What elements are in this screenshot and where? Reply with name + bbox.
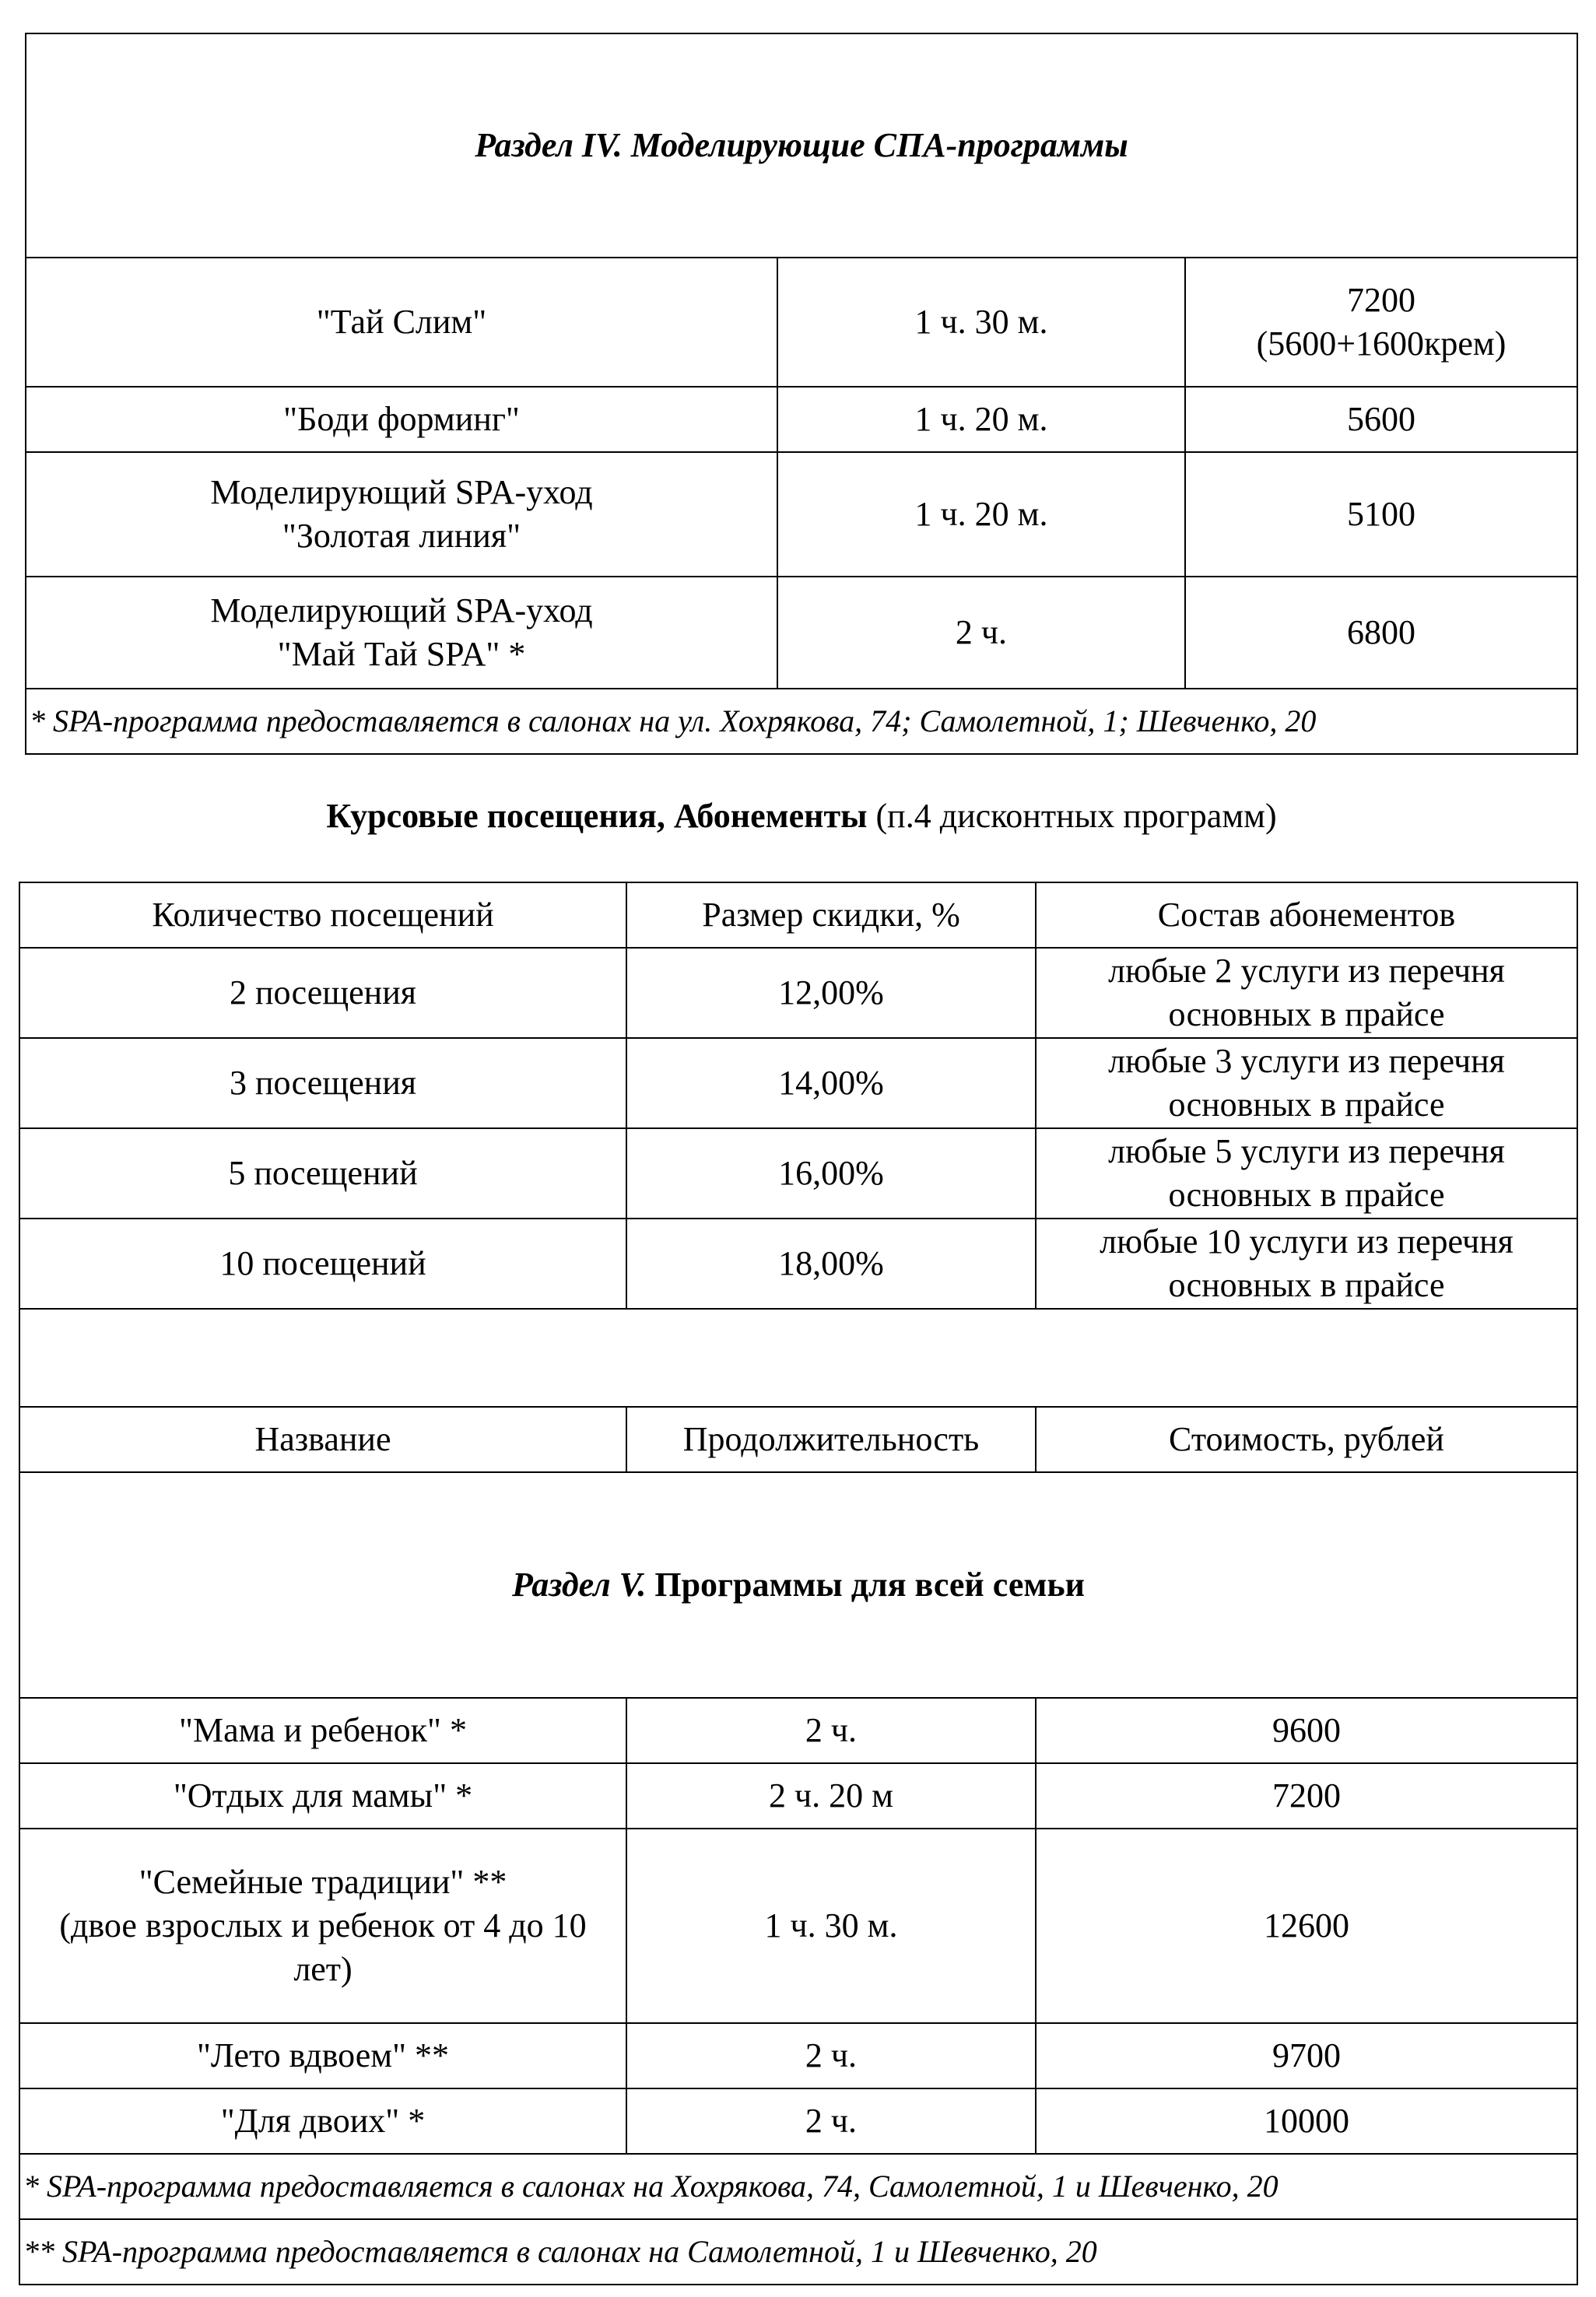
program-duration: 1 ч. 20 м. [777,387,1185,452]
column-header: Размер скидки, % [626,882,1036,948]
section5-title [19,1472,1577,1698]
table-row [19,1219,1577,1309]
course-visits: 10 посещений [19,1219,626,1309]
course-discount: 12,00% [626,948,1036,1038]
table-header-row [19,882,1577,948]
program-price: 7200 [1036,1763,1577,1829]
program-price: 10000 [1036,2088,1577,2154]
table-header-row [19,1407,1577,1472]
program-price: 9700 [1036,2023,1577,2088]
program-price: 6800 [1185,577,1577,689]
program-name: "Мама и ребенок" * [19,1698,626,1763]
program-name: Моделирующий SPA-уход "Золотая линия" [26,452,777,577]
course-content: любые 3 услуги из перечня основных в прайсе [1036,1038,1577,1128]
program-price: 12600 [1036,1829,1577,2023]
table-row [19,1763,1577,1829]
program-price: 9600 [1036,1698,1577,1763]
program-duration: 1 ч. 20 м. [777,452,1185,577]
program-duration: 2 ч. 20 м [626,1763,1036,1829]
column-header: Название [19,1407,626,1472]
course-content: любые 5 услуги из перечня основных в прайсе [1036,1128,1577,1219]
program-duration: 2 ч. [626,2088,1036,2154]
table-row [26,387,1577,452]
table-row [26,258,1577,387]
program-duration: 2 ч. [626,2023,1036,2088]
section4-title: Раздел IV. Моделирующие СПА-программы [26,33,1577,258]
column-header: Стоимость, рублей [1036,1407,1577,1472]
column-header: Состав абонементов [1036,882,1577,948]
course-discount: 16,00% [626,1128,1036,1219]
course-visits: 2 посещения [19,948,626,1038]
program-name: "Тай Слим" [26,258,777,387]
program-duration: 2 ч. [777,577,1185,689]
section5-note: * SPA-программа предоставляется в салонах на Хохрякова, 74, Самолетной, 1 и Шевченко, 20 [19,2154,1577,2219]
table-row [19,2023,1577,2088]
program-name: "Лето вдвоем" ** [19,2023,626,2088]
section4-table [25,33,1578,755]
program-name: "Для двоих" * [19,2088,626,2154]
program-duration: 1 ч. 30 м. [626,1829,1036,2023]
courses-heading-rest: (п.4 дисконтных программ) [867,797,1277,835]
course-visits: 5 посещений [19,1128,626,1219]
table-row [26,577,1577,689]
table-row [19,1128,1577,1219]
program-name: "Отдых для мамы" * [19,1763,626,1829]
section5-title-italic: Раздел V. [512,1566,647,1604]
course-content: любые 2 услуги из перечня основных в прайсе [1036,948,1577,1038]
section5-note: ** SPA-программа предоставляется в салонах на Самолетной, 1 и Шевченко, 20 [19,2219,1577,2285]
courses-heading [23,794,1580,838]
table-row [26,452,1577,577]
table-row [19,1038,1577,1128]
column-header: Продолжительность [626,1407,1036,1472]
program-price: 7200 (5600+1600крем) [1185,258,1577,387]
table-row [19,2088,1577,2154]
program-name: "Семейные традиции" ** (двое взрослых и ребенок от 4 до 10 лет) [19,1829,626,2023]
course-discount: 18,00% [626,1219,1036,1309]
program-duration: 2 ч. [626,1698,1036,1763]
table-row [19,948,1577,1038]
column-header: Количество посещений [19,882,626,948]
course-visits: 3 посещения [19,1038,626,1128]
program-name: "Боди форминг" [26,387,777,452]
program-price: 5600 [1185,387,1577,452]
program-duration: 1 ч. 30 м. [777,258,1185,387]
course-discount: 14,00% [626,1038,1036,1128]
program-name: Моделирующий SPA-уход "Май Тай SPA" * [26,577,777,689]
empty-row [19,1309,1577,1407]
program-price: 5100 [1185,452,1577,577]
course-content: любые 10 услуги из перечня основных в прайсе [1036,1219,1577,1309]
table-row [19,1698,1577,1763]
courses-heading-bold: Курсовые посещения, Абонементы [326,797,868,835]
table-row [19,1829,1577,2023]
section5-title-bold: Программы для всей семьи [646,1566,1085,1604]
courses-and-section5-table [19,882,1578,2285]
section4-note: * SPA-программа предоставляется в салонах на ул. Хохрякова, 74; Самолетной, 1; Шевченко, 20 [26,689,1577,754]
